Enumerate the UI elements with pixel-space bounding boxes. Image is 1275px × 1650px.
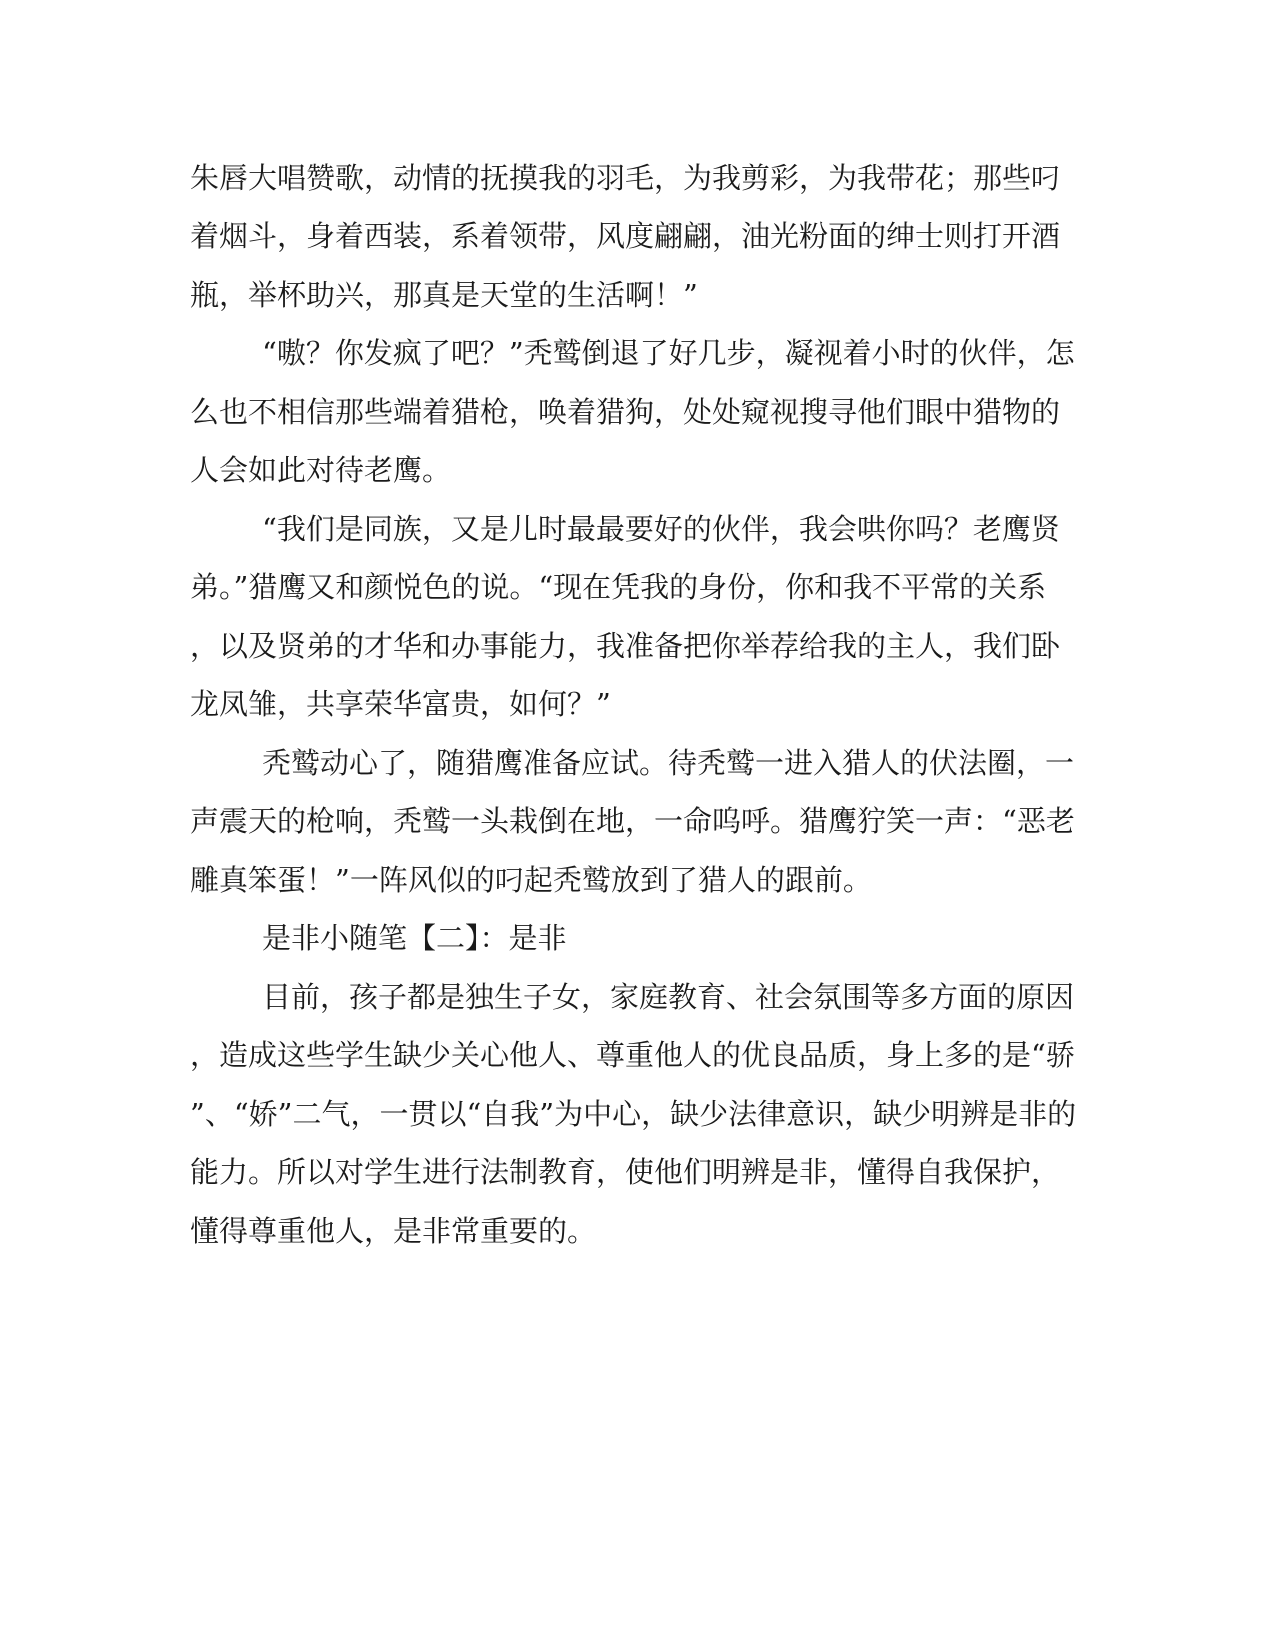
- text-line: 朱唇大唱赞歌，动情的抚摸我的羽毛，为我剪彩，为我带花；那些叼: [190, 161, 1061, 195]
- text-line: 懂得尊重他人，是非常重要的。: [190, 1214, 597, 1248]
- text-line: “嗷？你发疯了吧？”秃鹫倒退了好几步，凝视着小时的伙伴，怎: [262, 336, 1075, 370]
- text-line: 秃鹫动心了，随猎鹰准备应试。待秃鹫一进入猎人的伏法圈，一: [262, 746, 1075, 780]
- text-line: 雕真笨蛋！”一阵风似的叼起秃鹫放到了猎人的跟前。: [190, 863, 872, 897]
- text-line: 人会如此对待老鹰。: [190, 453, 452, 487]
- text-line: 龙凤雏，共享荣华富贵，如何？”: [190, 687, 611, 721]
- text-line: 弟。”猎鹰又和颜悦色的说。“现在凭我的身份，你和我不平常的关系: [190, 570, 1047, 604]
- text-line: 目前，孩子都是独生子女，家庭教育、社会氛围等多方面的原因: [262, 980, 1075, 1014]
- text-line: “我们是同族，又是儿时最最要好的伙伴，我会哄你吗？老鹰贤: [262, 512, 1060, 546]
- text-line: 着烟斗，身着西装，系着领带，风度翩翩，油光粉面的绅士则打开酒: [190, 219, 1061, 253]
- text-line: ，以及贤弟的才华和办事能力，我准备把你举荐给我的主人，我们卧: [190, 629, 1061, 663]
- text-line: 瓶，举杯助兴，那真是天堂的生活啊！”: [190, 278, 698, 312]
- text-line: 能力。所以对学生进行法制教育，使他们明辨是非，懂得自我保护，: [190, 1155, 1061, 1189]
- text-line: ，造成这些学生缺少关心他人、尊重他人的优良品质，身上多的是“骄: [190, 1038, 1075, 1072]
- section-heading: 是非小随笔【二】：是非: [262, 921, 567, 955]
- text-line: 声震天的枪响，秃鹫一头栽倒在地，一命呜呼。猎鹰狞笑一声：“恶老: [190, 804, 1075, 838]
- text-line: ”、“娇”二气，一贯以“自我”为中心，缺少法律意识，缺少明辨是非的: [190, 1097, 1077, 1131]
- text-line: 么也不相信那些端着猎枪，唤着猎狗，处处窥视搜寻他们眼中猎物的: [190, 395, 1061, 429]
